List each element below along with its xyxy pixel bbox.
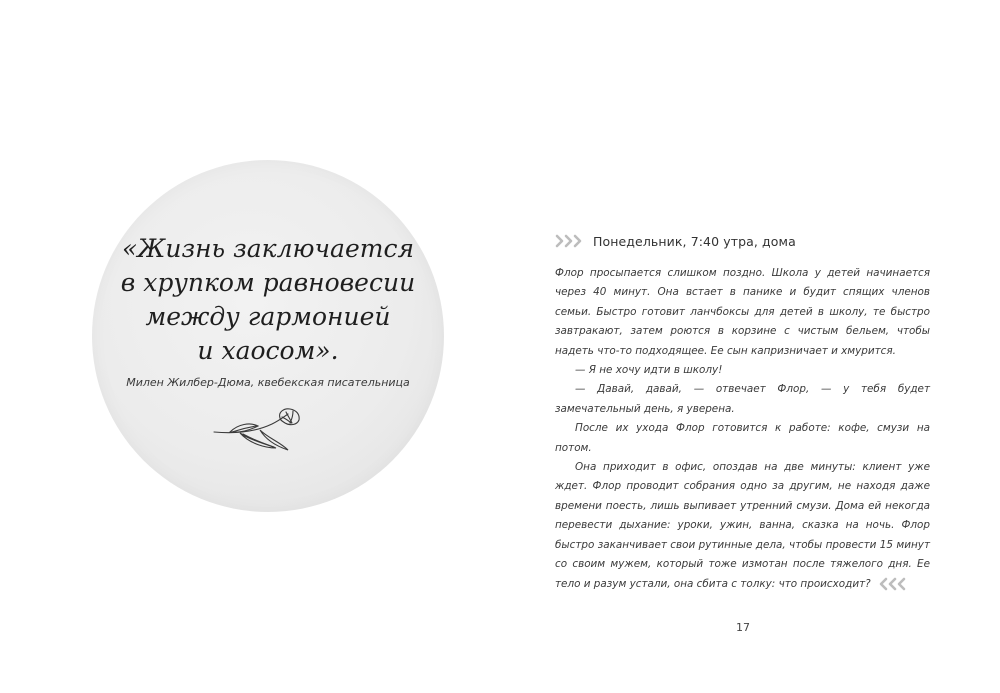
chevron-left-triple-icon — [877, 577, 907, 591]
section-heading: Понедельник, 7:40 утра, дома — [593, 233, 796, 249]
paragraph: Флор просыпается слишком поздно. Школа у детей начинается через 40 минут. Она встает в панике и будит спящих членов семьи. Быстро готовит ланчбоксы для детей в школу, те быстро завтракают, затем роются в корзине с чистым бельем, чтобы надеть что-то подходящее. Ее сын капризничает и хмурится. — [555, 267, 930, 357]
epigraph-quote — [92, 232, 444, 368]
dialogue-line: — Я не хочу идти в школу! — [575, 364, 723, 377]
quote-line: «Жизнь заключается — [121, 234, 415, 263]
paragraph-text: Она приходит в офис, опоздав на две минуты: клиент уже ждет. Флор проводит собрания одно за другим, не находя даже времени поесть, лишь выпивает утренний смузи. Дома ей некогда перевести дыхание: уроки, ужин, ванна, сказка на ночь. Флор быстро заканчивает свои рутинные дела, чтобы провести 15 минут со своим мужем, который тоже измотан после тяжелого дня. Ее тело и разум устали, она сбита с толку: что происходит? — [555, 461, 930, 590]
dialogue-line: — Давай, давай, — отвечает Флор, — у тебя будет замечательный день, я уверена. — [555, 383, 930, 415]
body-text — [555, 264, 930, 594]
section-heading-row — [555, 232, 796, 250]
chevron-right-triple-icon — [555, 234, 585, 248]
quote-line: в хрупком равновесии — [120, 268, 416, 297]
quote-attribution: Милен Жилбер-Дюма, квебекская писательница — [126, 376, 410, 389]
quote-line: между гармонией — [145, 302, 391, 331]
page-number: 17 — [736, 621, 750, 634]
paragraph-last — [555, 458, 930, 594]
paragraph: После их ухода Флор готовится к работе: кофе, смузи на потом. — [555, 422, 930, 454]
flower-sprig-icon — [210, 408, 305, 458]
quote-line: и хаосом». — [197, 336, 339, 365]
